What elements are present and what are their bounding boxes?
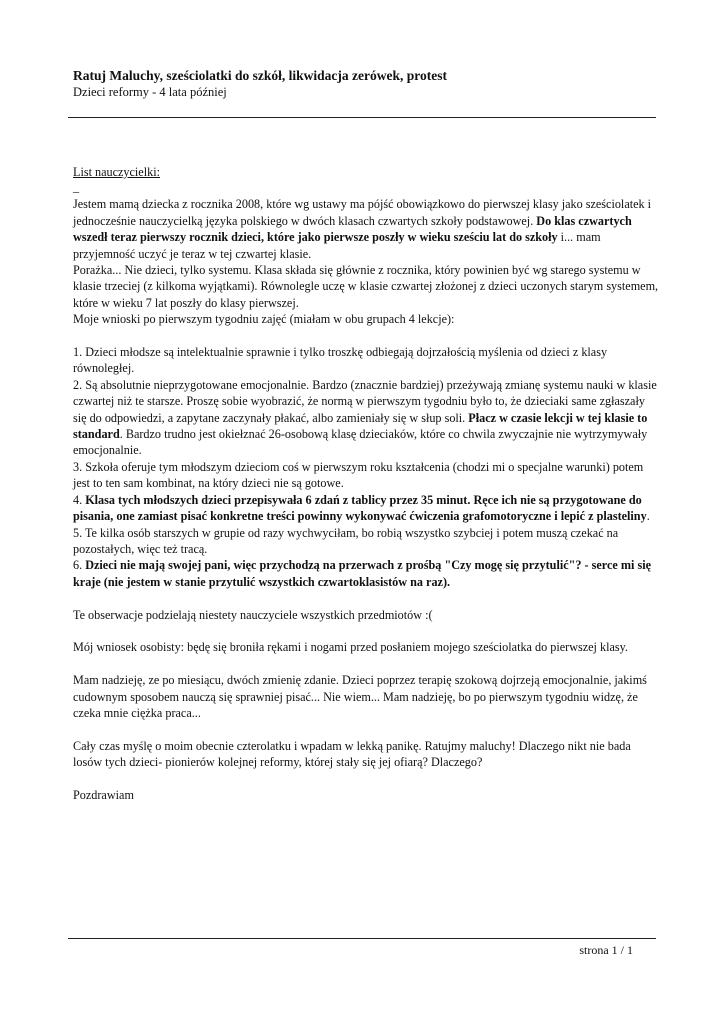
list-item-5: 5. Te kilka osób starszych w grupie od razy wychwyciłam, bo robią wszystko szybciej i potem muszą czekać na pozostałych, więc też tracą.	[73, 525, 619, 556]
paragraph-conclusions-intro: Moje wnioski po pierwszym tygodniu zajęć (miałam w obu grupach 4 lekcje):	[73, 312, 455, 327]
letter-heading: List nauczycielki:	[73, 165, 160, 179]
page-subtitle: Dzieci reformy - 4 lata później	[73, 85, 227, 99]
text-run: Jestem mamą dziecka z rocznika 2008, które wg ustawy ma pójść obowiązkowo do pierwszej klasy jako sześciolatek i jednocześnie nauczycielką języka polskiego w dwóch klasach czwartych szkoły podstawowej.	[73, 197, 652, 228]
text-run: . Bardzo trudno jest okiełznać 26-osobową klasę dzieciaków, które co chwila zwyczajnie nie wytrzymywały emocjonalnie.	[73, 427, 648, 458]
list-item-1: 1. Dzieci młodsze są intelektualnie sprawnie i tylko troszkę odbiegają dojrzałością myślenia od dzieci z klasy równoległej.	[73, 345, 608, 376]
list-item-6	[73, 557, 660, 590]
paragraph-personal-conclusion: Mój wniosek osobisty: będę się broniła rękami i nogami przed posłaniem mojego sześciolatka do pierwszej klasy.	[73, 640, 628, 655]
paragraph-failure: Porażka... Nie dzieci, tylko systemu. Klasa składa się głównie z rocznika, który powinien być wg starego systemu w klasie trzeciej (z kilkoma wyjątkami). Równolegle uczę w klasie czwartej złożonej z dzieci uczonych starym systemem, które w wieku 7 lat poszły do klasy pierwszej.	[73, 263, 659, 310]
spacer	[73, 771, 660, 787]
paragraph-hope: Mam nadzieję, ze po miesiącu, dwóch zmienię zdanie. Dzieci poprzez terapię szokową dojrzeją emocjonalnie, jakimś cudownym sposobem nauczą się sprawniej pisać... Nie wiem... Mam nadzieję, bo po pierwszym tygodniu widzę, że czeka mnie ciężka praca...	[73, 673, 647, 720]
text-run: .	[646, 509, 650, 524]
list-item-2	[73, 377, 660, 459]
spacer	[73, 721, 660, 737]
letter-body	[73, 164, 660, 803]
list-item-4	[73, 492, 660, 525]
text-run: 6.	[73, 558, 86, 573]
paragraph-worry: Cały czas myślę o moim obecnie czterolatku i wpadam w lekką panikę. Ratujmy maluchy! Dlaczego nikt nie bada losów tych dzieci- pionierów kolejnej reformy, której stały się jej ofiarą? Dlaczego?	[73, 738, 631, 770]
bold-text: Klasa tych młodszych dzieci przepisywała 6 zdań z tablicy przez 35 minut. Ręce ich nie są przygotowane do pisania, one zamiast pisać konkretne treści powinny wykonywać ćwiczenia grafomotoryczne i lepić z plasteliny	[73, 492, 647, 524]
page-number: strona 1 / 1	[579, 943, 633, 957]
text-run: i... mam przyjemność uczyć je teraz w tej czwartej klasie.	[73, 230, 601, 261]
bold-text: Do klas czwartych wszedł teraz pierwszy rocznik dzieci, które jako pierwsze poszły w wieku sześciu lat do szkoły	[73, 213, 632, 245]
paragraph-observations: Te obserwacje podzielają niestety nauczyciele wszystkich przedmiotów :(	[73, 607, 433, 622]
list-item-3: 3. Szkoła oferuje tym młodszym dzieciom coś w pierwszym roku kształcenia (chodzi mi o specjalne warunki) potem jest to ten sam kombinat, na który dzieci nie są gotowe.	[73, 459, 644, 491]
spacer	[73, 623, 660, 639]
paragraph-intro	[73, 196, 660, 262]
bold-text: Dzieci nie mają swojej pani, więc przychodzą na przerwach z prośbą "Czy mogę się przytulić"? - serce mi się kraje (nie jestem w stanie przytulić wszystkich czwartoklasistów na raz).	[73, 558, 651, 589]
header-divider	[68, 117, 656, 118]
closing-greeting: Pozdrawiam	[73, 787, 134, 802]
footer-divider	[68, 938, 656, 939]
page-title: Ratuj Maluchy, sześciolatki do szkół, likwidacja zerówek, protest	[73, 68, 447, 83]
spacer	[73, 656, 660, 672]
dash-mark: _	[73, 180, 80, 195]
spacer	[73, 328, 660, 344]
spacer	[73, 590, 660, 606]
bold-text: Płacz w czasie lekcji w tej klasie to standard	[73, 410, 648, 442]
text-run: 4.	[73, 492, 86, 507]
text-run: 2. Są absolutnie nieprzygotowane emocjonalnie. Bardzo (znacznie bardziej) przeżywają zmianę systemu nauki w klasie czwartej niż te starsze. Proszę sobie wyobrazić, że normą w pierwszym tygodniu było to, że dzieciaki same zgłaszały się do odpowiedzi, a zapytane zaczynały płakać, albo zamieniały się w słup soli.	[73, 377, 657, 425]
